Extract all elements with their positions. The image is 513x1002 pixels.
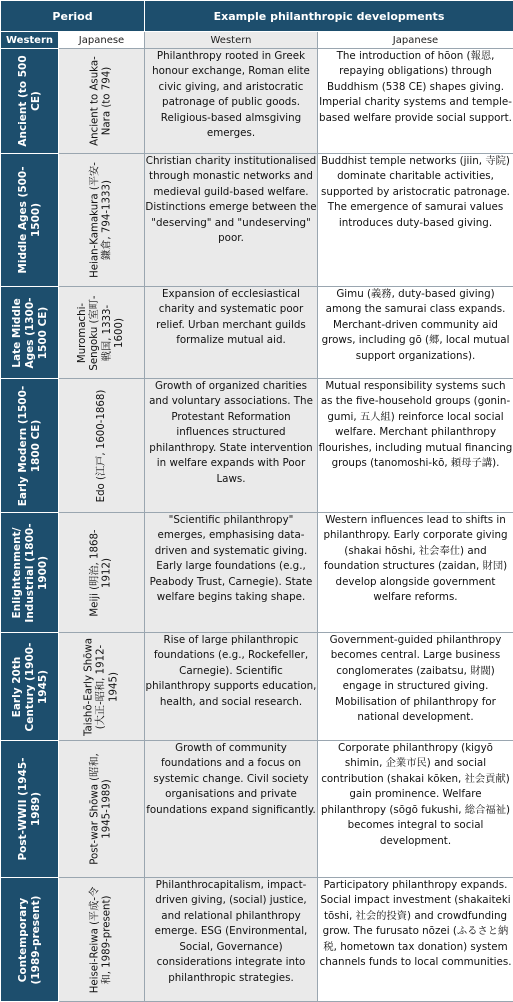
- western-development-cell: Expansion of ecclesiastical charity and systematic poor relief. Urban merchant guilds formalize mutual aid.: [145, 287, 318, 379]
- western-period-label: Late Middle Ages (1300-1500 CE): [10, 291, 48, 375]
- japanese-development-cell: Mutual responsibility systems such as the five-household groups (gonin-gumi, 五人組) reinforce local social welfare. Merchant philanthropy flourishes, including mutual financing groups (tanomoshi-kō, 頼母子講).: [318, 379, 513, 513]
- western-period-cell: [1, 379, 59, 513]
- table-row: [1, 878, 513, 1002]
- table-row: [1, 513, 513, 633]
- western-period-cell: [1, 741, 59, 878]
- western-period-label: Ancient (to 500 CE): [17, 54, 43, 149]
- western-development-cell: Growth of community foundations and a focus on systemic change. Civil society organisations and private foundations expand significantly.: [145, 741, 318, 878]
- table-row: [1, 633, 513, 741]
- western-development-cell: Christian charity institutionalised through monastic networks and medieval guild-based welfare. Distinctions emerge between the "deserving" and "undeserving" poor.: [145, 154, 318, 287]
- japanese-period-cell: [59, 154, 145, 287]
- japanese-period-label: Post-war Shōwa (昭和, 1945-1989): [89, 747, 114, 872]
- japanese-period-cell: [59, 287, 145, 379]
- western-period-cell: [1, 49, 59, 154]
- japanese-period-cell: [59, 878, 145, 1002]
- table-subheader-row: [1, 32, 513, 49]
- western-period-label: Post-WWII (1945-1989): [17, 747, 43, 872]
- period-header: Period: [1, 1, 145, 32]
- japanese-development-cell: Corporate philanthropy (kigyō shimin, 企業市民) and social contribution (shakai kōken, 社会貢献) gain prominence. Welfare philanthropy (sōgō fukushi, 総合福祉) becomes integral to social development.: [318, 741, 513, 878]
- western-period-cell: [1, 633, 59, 741]
- western-period-label: Early Modern (1500-1800 CE): [17, 385, 43, 507]
- japanese-period-label: Ancient to Asuka-Nara (to 794): [89, 54, 114, 149]
- developments-header: Example philanthropic developments: [145, 1, 513, 32]
- japanese-development-cell: Government-guided philanthropy becomes central. Large business conglomerates (zaibatsu, 財閥) engage in structured giving. Mobilisation of philanthropy for national development.: [318, 633, 513, 741]
- japanese-period-label: Heian-Kamakura (平安-鎌倉, 794-1333): [89, 160, 114, 280]
- japanese-developments-subheader: Japanese: [318, 32, 513, 49]
- western-development-cell: Philanthrocapitalism, impact-driven giving, (social) justice, and relational philanthropy emerge. ESG (Environmental, Social, Governance) considerations integrate into philanthropic strategies.: [145, 878, 318, 1002]
- japanese-period-subheader: Japanese: [59, 32, 145, 49]
- table-row: [1, 287, 513, 379]
- western-period-cell: [1, 878, 59, 1002]
- japanese-period-label: Edo (江戸, 1600-1868): [95, 385, 107, 507]
- western-period-subheader: Western: [1, 32, 59, 49]
- japanese-development-cell: Western influences lead to shifts in philanthropy. Early corporate giving (shakai hōshi, 社会奉仕) and foundation structures (zaidan, 財団) develop alongside government welfare reforms.: [318, 513, 513, 633]
- western-development-cell: Philanthropy rooted in Greek honour exchange, Roman elite civic giving, and aristocratic patronage of public goods. Religious-based almsgiving emerges.: [145, 49, 318, 154]
- japanese-development-cell: Gimu (義務, duty-based giving) among the samurai class expands. Merchant-driven community aid grows, including gō (郷, local mutual support organizations).: [318, 287, 513, 379]
- western-development-cell: Rise of large philanthropic foundations (e.g., Rockefeller, Carnegie). Scientific philanthropy supports education, health, and social research.: [145, 633, 318, 741]
- japanese-period-cell: [59, 741, 145, 878]
- japanese-development-cell: Buddhist temple networks (jiin, 寺院) dominate charitable activities, supported by aristocratic patronage. The emergence of samurai values introduces duty-based giving.: [318, 154, 513, 287]
- japanese-period-cell: [59, 633, 145, 741]
- japanese-period-cell: [59, 49, 145, 154]
- western-period-label: Contemporary (1989-present): [17, 883, 43, 997]
- table-row: [1, 741, 513, 878]
- western-period-cell: [1, 513, 59, 633]
- table-row: [1, 49, 513, 154]
- western-period-label: Early 20th Century (1900-1945): [10, 638, 48, 736]
- western-period-label: Middle Ages (500-1500): [17, 160, 43, 280]
- western-period-cell: [1, 154, 59, 287]
- table-header-row: [1, 1, 513, 32]
- japanese-development-cell: Participatory philanthropy expands. Social impact investment (shakaiteki tōshi, 社会的投資) and crowdfunding grow. The furusato nōzei (ふるさと納税, hometown tax donation) system channels funds to local communities.: [318, 878, 513, 1002]
- japanese-period-label: Taishō-Early Shōwa (大正-昭和, 1912-1945): [83, 638, 120, 736]
- japanese-period-label: Heisei-Reiwa (平成-令和, 1989-present): [89, 883, 114, 997]
- western-period-label: Enlightenment/ Industrial (1800-1900): [10, 518, 48, 628]
- japanese-period-cell: [59, 379, 145, 513]
- japanese-period-label: Muromachi-Sengoku (室町-戦国, 1333-1600): [77, 291, 127, 375]
- table-row: [1, 154, 513, 287]
- table-row: [1, 379, 513, 513]
- japanese-period-label: Meiji (明治, 1868-1912): [89, 518, 114, 628]
- western-period-cell: [1, 287, 59, 379]
- western-developments-subheader: Western: [145, 32, 318, 49]
- western-development-cell: "Scientific philanthropy" emerges, emphasising data-driven and systematic giving. Early large foundations (e.g., Peabody Trust, Carnegie). State welfare begins taking shape.: [145, 513, 318, 633]
- western-development-cell: Growth of organized charities and voluntary associations. The Protestant Reformation influences structured philanthropy. State intervention in welfare expands with Poor Laws.: [145, 379, 318, 513]
- japanese-development-cell: The introduction of hōon (報恩, repaying obligations) through Buddhism (538 CE) shapes giving. Imperial charity systems and temple-based welfare provide social support.: [318, 49, 513, 154]
- japanese-period-cell: [59, 513, 145, 633]
